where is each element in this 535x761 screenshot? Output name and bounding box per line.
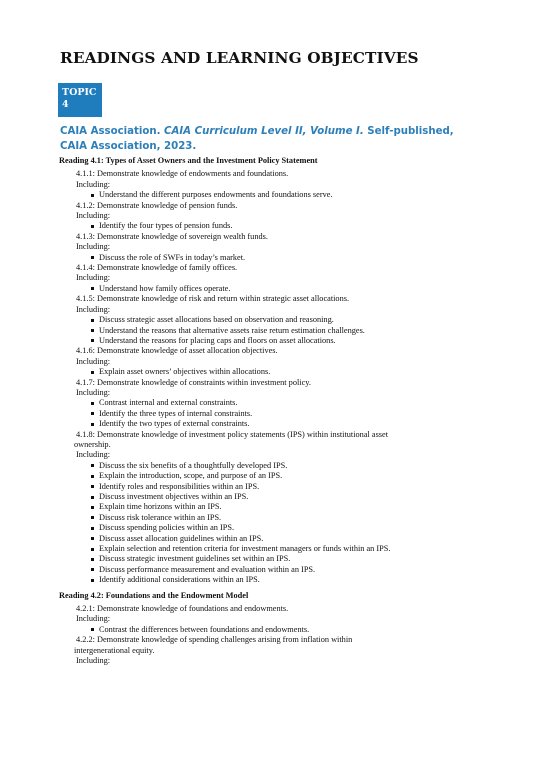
bullet-text: Understand the reasons for placing caps and floors on asset allocations. bbox=[99, 335, 336, 345]
bullet-text: Explain time horizons within an IPS. bbox=[99, 502, 222, 512]
objective-bullet bbox=[59, 419, 519, 429]
objective-bullet bbox=[59, 502, 519, 512]
bullet-text: Understand how family offices operate. bbox=[99, 283, 231, 293]
objective-bullet bbox=[59, 492, 519, 502]
bullet-marker bbox=[91, 402, 94, 405]
bullet-marker bbox=[91, 568, 94, 571]
objective-text: 4.1.2: Demonstrate knowledge of pension funds. bbox=[76, 200, 238, 210]
bullet-text: Identify roles and responsibilities within an IPS. bbox=[99, 481, 260, 491]
bullet-marker bbox=[91, 339, 94, 342]
bullet-marker bbox=[91, 496, 94, 499]
objective-bullet bbox=[59, 409, 519, 419]
citation-publisher: Self-published, CAIA Association, 2023. bbox=[60, 126, 454, 152]
topic-badge bbox=[58, 83, 102, 117]
bullet-marker bbox=[91, 329, 94, 332]
bullet-text: Understand the reasons that alternative assets raise return estimation challenges. bbox=[99, 325, 365, 335]
citation-author: CAIA Association. bbox=[60, 126, 165, 137]
objective-bullet bbox=[59, 513, 519, 523]
bullet-marker bbox=[91, 256, 94, 259]
bullet-text: Discuss strategic asset allocations based on observation and reasoning. bbox=[99, 315, 334, 325]
objective-text-continued: ownership. bbox=[74, 439, 111, 449]
bullet-marker bbox=[91, 319, 94, 322]
bullet-text: Contrast the differences between foundations and endowments. bbox=[99, 624, 310, 634]
objective-bullet bbox=[59, 190, 519, 200]
bullet-text: Identify the three types of internal constraints. bbox=[99, 408, 253, 418]
objective-bullet bbox=[59, 398, 519, 408]
bullet-text: Contrast internal and external constraints. bbox=[99, 398, 238, 408]
objective-bullet bbox=[59, 315, 519, 325]
bullet-marker bbox=[91, 548, 94, 551]
bullet-marker bbox=[91, 287, 94, 290]
bullet-text: Discuss strategic investment guidelines set within an IPS. bbox=[99, 554, 291, 564]
objective-bullet bbox=[59, 253, 519, 263]
objective-bullet bbox=[59, 625, 519, 635]
bullet-text: Identify additional considerations within an IPS. bbox=[99, 575, 260, 585]
objective-bullet bbox=[59, 336, 519, 346]
objective-text: 4.1.4: Demonstrate knowledge of family offices. bbox=[76, 263, 238, 273]
including-label: Including: bbox=[76, 387, 111, 397]
objective-bullet bbox=[59, 461, 519, 471]
objective-bullet bbox=[59, 471, 519, 481]
including-label: Including: bbox=[76, 656, 111, 666]
bullet-marker bbox=[91, 558, 94, 561]
objective-bullet bbox=[59, 284, 519, 294]
objective-text: 4.1.7: Demonstrate knowledge of constraints within investment policy. bbox=[76, 377, 311, 387]
reading-section bbox=[59, 591, 519, 667]
objective-bullet bbox=[59, 575, 519, 585]
including-label: Including: bbox=[76, 450, 111, 460]
bullet-text: Identify the two types of external constraints. bbox=[99, 419, 250, 429]
reading-heading: Reading 4.2: Foundations and the Endowment Model bbox=[59, 590, 249, 600]
objective-text: 4.1.6: Demonstrate knowledge of asset allocation objectives. bbox=[76, 346, 278, 356]
including-label: Including: bbox=[76, 242, 111, 252]
including-label: Including: bbox=[76, 273, 111, 283]
including-label: Including: bbox=[76, 211, 111, 221]
bullet-text: Discuss the role of SWFs in today’s market. bbox=[99, 252, 246, 262]
bullet-text: Discuss asset allocation guidelines within an IPS. bbox=[99, 533, 264, 543]
objective-bullet bbox=[59, 565, 519, 575]
objective-text: 4.2.1: Demonstrate knowledge of foundations and endowments. bbox=[76, 604, 289, 614]
objective-bullet bbox=[59, 367, 519, 377]
page-title: READINGS AND LEARNING OBJECTIVES bbox=[60, 49, 419, 67]
including-label: Including: bbox=[76, 614, 111, 624]
objective-bullet bbox=[59, 326, 519, 336]
bullet-text: Identify the four types of pension funds. bbox=[99, 221, 233, 231]
objective-bullet bbox=[59, 221, 519, 231]
objective-text: 4.1.5: Demonstrate knowledge of risk and return within strategic asset allocations. bbox=[76, 294, 350, 304]
bullet-marker bbox=[91, 464, 94, 467]
topic-label: TOPIC bbox=[62, 87, 97, 98]
bullet-marker bbox=[91, 485, 94, 488]
reading-section bbox=[59, 156, 519, 586]
bullet-marker bbox=[91, 371, 94, 374]
learning-objectives bbox=[59, 156, 519, 667]
bullet-marker bbox=[91, 412, 94, 415]
objective-text: 4.2.2: Demonstrate knowledge of spending challenges arising from inflation within bbox=[76, 635, 353, 645]
bullet-text: Discuss risk tolerance within an IPS. bbox=[99, 512, 222, 522]
bullet-text: Discuss investment objectives within an IPS. bbox=[99, 492, 249, 501]
topic-number: 4 bbox=[62, 99, 69, 110]
bullet-marker bbox=[91, 527, 94, 530]
objective-bullet bbox=[59, 544, 519, 554]
bullet-marker bbox=[91, 423, 94, 426]
objective-text: 4.1.8: Demonstrate knowledge of investment policy statements (IPS) within institutional asset bbox=[76, 429, 389, 439]
bullet-text: Explain asset owners’ objectives within allocations. bbox=[99, 367, 271, 377]
citation-work-title: CAIA Curriculum Level II, Volume I. bbox=[164, 126, 364, 137]
objective-text: 4.1.3: Demonstrate knowledge of sovereign wealth funds. bbox=[76, 231, 268, 241]
objective-text-continued: intergenerational equity. bbox=[74, 645, 155, 655]
bullet-marker bbox=[91, 475, 94, 478]
bullet-text: Discuss spending policies within an IPS. bbox=[99, 523, 235, 533]
bullet-marker bbox=[91, 516, 94, 519]
reading-heading: Reading 4.1: Types of Asset Owners and the Investment Policy Statement bbox=[59, 156, 318, 165]
bullet-text: Discuss performance measurement and evaluation within an IPS. bbox=[99, 564, 316, 574]
bullet-text: Explain the introduction, scope, and purpose of an IPS. bbox=[99, 471, 283, 481]
bullet-marker bbox=[91, 506, 94, 509]
objective-text: 4.1.1: Demonstrate knowledge of endowments and foundations. bbox=[76, 169, 289, 179]
bullet-text: Discuss the six benefits of a thoughtfully developed IPS. bbox=[99, 460, 288, 470]
bullet-text: Understand the different purposes endowments and foundations serve. bbox=[99, 190, 333, 200]
citation bbox=[60, 124, 480, 154]
bullet-marker bbox=[91, 225, 94, 228]
objective-bullet bbox=[59, 554, 519, 564]
bullet-marker bbox=[91, 628, 94, 631]
objective-bullet bbox=[59, 482, 519, 492]
objective-bullet bbox=[59, 523, 519, 533]
bullet-marker bbox=[91, 579, 94, 582]
including-label: Including: bbox=[76, 304, 111, 314]
bullet-marker bbox=[91, 537, 94, 540]
including-label: Including: bbox=[76, 179, 111, 189]
bullet-text: Explain selection and retention criteria for investment managers or funds within an IPS. bbox=[99, 544, 391, 554]
including-label: Including: bbox=[76, 356, 111, 366]
objective-bullet bbox=[59, 534, 519, 544]
bullet-marker bbox=[91, 194, 94, 197]
